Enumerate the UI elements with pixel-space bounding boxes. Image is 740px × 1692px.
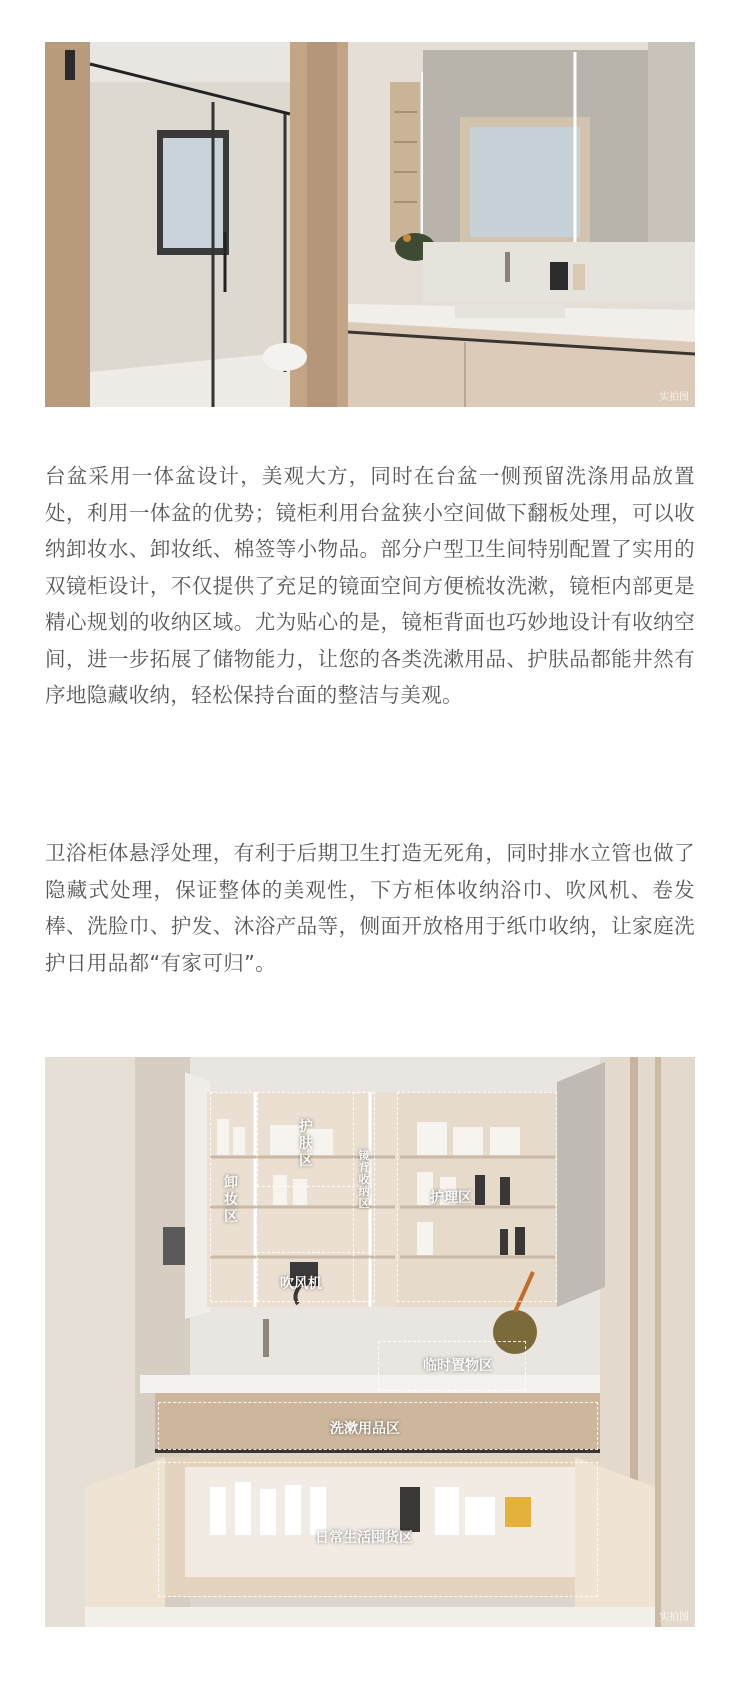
zone-label-mirror-back: 镜背收纳区 bbox=[358, 1149, 370, 1210]
paragraph-basin-mirror: 台盆采用一体盆设计，美观大方，同时在台盆一侧预留洗涤用品放置处，利用一体盆的优势；镜柜利用台盆狭小空间做下翻板处理，可以收纳卸妆水、卸妆纸、棉签等小物品。部分户型卫生间特别配置了实用的双镜柜设计，不仅提供了充足的镜面空间方便梳妆洗漱，镜柜内部更是精心规划的收纳区域。尤为贴心的是，镜柜背面也巧妙地设计有收纳空间，进一步拓展了储物能力，让您的各类洗漱用品、护肤品都能井然有序地隐藏收纳，轻松保持台面的整洁与美观。 bbox=[45, 464, 695, 707]
zone-label-care: 护理区 bbox=[430, 1190, 472, 1206]
zone-label-hairdryer: 吹风机 bbox=[280, 1276, 322, 1292]
zone-label-toiletries: 洗漱用品区 bbox=[330, 1421, 400, 1437]
zone-label-temp: 临时置物区 bbox=[423, 1358, 493, 1374]
zone-label-makeup: 卸妆区 bbox=[224, 1175, 238, 1225]
bottom-storage-photo bbox=[45, 1057, 695, 1627]
photo-caption: 实拍图 bbox=[659, 392, 689, 403]
photo-caption: 实拍图 bbox=[659, 1612, 689, 1623]
zone-label-skincare: 护肤区 bbox=[299, 1119, 313, 1169]
bathroom-illustration bbox=[45, 42, 695, 407]
zone-label-daily: 日常生活囤货区 bbox=[315, 1530, 413, 1546]
top-bathroom-photo bbox=[45, 42, 695, 407]
zone-box-care bbox=[397, 1092, 557, 1302]
paragraph-floating-cabinet: 卫浴柜体悬浮处理，有利于后期卫生打造无死角，同时排水立管也做了隐藏式处理，保证整体的美观性，下方柜体收纳浴巾、吹风机、卷发棒、洗脸巾、护发、沐浴产品等，侧面开放格用于纸巾收纳，让家庭洗护日用品都“有家可归”。 bbox=[45, 841, 695, 975]
